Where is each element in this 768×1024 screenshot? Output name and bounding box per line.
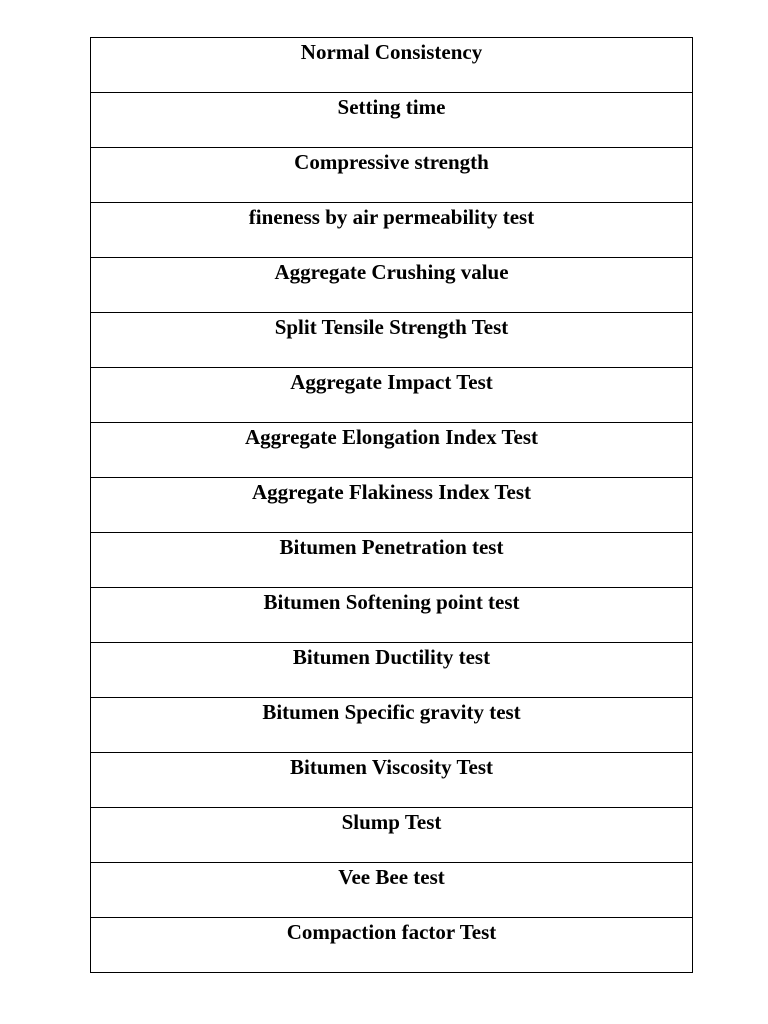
test-name: Aggregate Elongation Index Test (244, 425, 539, 449)
table-cell (91, 258, 693, 313)
table-cell (91, 863, 693, 918)
table-cell (91, 533, 693, 588)
tests-table (90, 37, 693, 973)
table-cell (91, 203, 693, 258)
table-row (91, 148, 693, 203)
table-cell (91, 808, 693, 863)
table-cell (91, 423, 693, 478)
test-name: Aggregate Flakiness Index Test (251, 480, 532, 504)
table-row (91, 918, 693, 973)
test-name: Setting time (337, 95, 446, 119)
test-name: Vee Bee test (338, 865, 445, 889)
test-name: Bitumen Softening point test (263, 590, 520, 614)
table-cell (91, 478, 693, 533)
table-row (91, 38, 693, 93)
table-row (91, 203, 693, 258)
table-row (91, 478, 693, 533)
test-name: Normal Consistency (300, 40, 483, 64)
table-row (91, 423, 693, 478)
table-cell (91, 643, 693, 698)
test-name: Split Tensile Strength Test (274, 315, 509, 339)
test-name: Bitumen Specific gravity test (262, 700, 521, 724)
table-cell (91, 148, 693, 203)
table-row (91, 93, 693, 148)
test-name: Compaction factor Test (286, 920, 497, 944)
table-row (91, 313, 693, 368)
test-name: Compressive strength (294, 150, 489, 174)
table-cell (91, 93, 693, 148)
test-name: fineness by air permeability test (248, 205, 535, 229)
table-row (91, 368, 693, 423)
table-row (91, 588, 693, 643)
table-row (91, 753, 693, 808)
test-name: Bitumen Penetration test (279, 535, 504, 559)
table-cell (91, 38, 693, 93)
test-name: Bitumen Ductility test (292, 645, 491, 669)
table-cell (91, 753, 693, 808)
table-row (91, 258, 693, 313)
test-name: Aggregate Crushing value (274, 260, 509, 284)
tests-table-body (91, 38, 693, 973)
table-row (91, 533, 693, 588)
table-cell (91, 313, 693, 368)
test-name: Aggregate Impact Test (290, 370, 493, 394)
test-name: Slump Test (341, 810, 442, 834)
table-row (91, 698, 693, 753)
table-cell (91, 368, 693, 423)
table-row (91, 863, 693, 918)
table-row (91, 808, 693, 863)
test-name: Bitumen Viscosity Test (289, 755, 494, 779)
table-cell (91, 698, 693, 753)
table-row (91, 643, 693, 698)
table-cell (91, 918, 693, 973)
table-cell (91, 588, 693, 643)
